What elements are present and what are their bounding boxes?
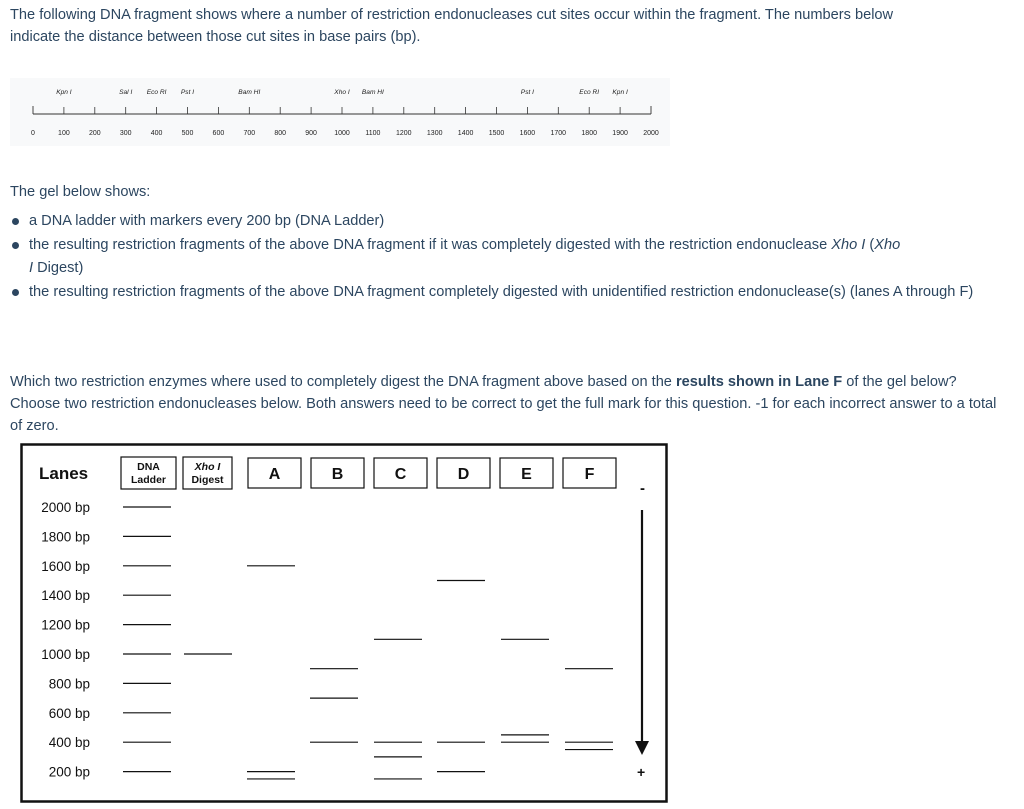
map-scale-label: 100 — [58, 130, 70, 137]
map-site-label: Bam HI — [238, 89, 261, 96]
lane-header-f: F — [584, 466, 595, 483]
map-site-label: Bam HI — [361, 89, 384, 96]
map-scale-label: 700 — [243, 130, 256, 137]
map-site-label: Pst I — [180, 89, 195, 96]
lane-header-a: A — [268, 466, 281, 483]
bullet-dot — [12, 242, 19, 249]
lane-header-d: D — [457, 466, 470, 483]
map-scale-label: 1900 — [612, 130, 628, 137]
lane-header-c: C — [394, 466, 407, 483]
ladder-label: 1800 bp — [41, 529, 90, 545]
ladder-label: 1400 bp — [41, 588, 90, 604]
lane-header-xho-line2: Digest — [191, 474, 224, 486]
map-site-label: Sal I — [119, 89, 133, 96]
ladder-label: 800 bp — [48, 676, 90, 692]
bullet-list — [10, 210, 1010, 305]
intro-paragraph — [10, 4, 1010, 48]
map-scale-label: 1400 — [457, 130, 474, 137]
ladder-label: 1000 bp — [41, 647, 90, 662]
gel-frame — [22, 445, 667, 802]
map-scale-label: 900 — [305, 130, 317, 137]
lane-header-ladder-line2: Ladder — [130, 474, 167, 486]
map-scale-label: 800 — [274, 130, 287, 137]
question-text: Which two restriction enzymes where used to completely digest the DNA fragment above based on the results shown in Lane F of the gel below? Choose two restriction endonucleases below. Both answers need to be correct to get the full mark for this question. -1 for each incorrect answer to a total of zero. — [10, 374, 997, 434]
lane-header-xho-line1: Xho I — [194, 461, 221, 473]
map-site-label: Pst I — [520, 89, 535, 96]
map-scale-label: 1300 — [426, 130, 443, 137]
map-scale-label: 500 — [181, 130, 194, 137]
map-scale-label: 1800 — [581, 130, 597, 137]
ladder-label: 200 bp — [48, 764, 90, 780]
bullet-xho-digest: the resulting restriction fragments of the above DNA fragment if it was completely digested with the restriction endonuclease Xho I (Xho I Digest) — [10, 234, 1010, 280]
ladder-label: 1600 bp — [41, 558, 90, 574]
lane-header-e: E — [521, 466, 532, 483]
map-site-label: Eco RI — [579, 89, 600, 96]
ladder-label: 2000 bp — [41, 500, 90, 515]
plus-electrode: + — [637, 764, 646, 780]
map-site-label: Kpn I — [612, 89, 628, 96]
map-scale-label: 2000 — [643, 130, 659, 137]
intro-line-2: indicate the distance between those cut sites in base pairs (bp). — [10, 29, 421, 45]
map-site-label: Xho I — [334, 89, 350, 96]
gel-diagram — [20, 443, 670, 805]
map-scale-label: 600 — [212, 130, 225, 137]
bullet-dot — [12, 218, 19, 225]
lanes-title: Lanes — [39, 464, 89, 483]
ladder-label: 400 bp — [48, 735, 90, 751]
map-scale-label: 400 — [150, 130, 163, 137]
gel-intro: The gel below shows: — [10, 184, 151, 200]
map-site-label: Eco RI — [146, 89, 167, 96]
bullet-lanes-a-f: the resulting restriction fragments of the above DNA fragment completely digested with unidentified restriction endonuclease(s) (lanes A through F) — [10, 281, 1010, 304]
ladder-label: 600 bp — [48, 705, 90, 721]
lane-header-b: B — [331, 466, 344, 483]
map-scale-label: 1500 — [488, 130, 505, 137]
map-scale-label: 1100 — [365, 130, 381, 137]
map-scale-label: 0 — [31, 130, 35, 137]
ladder-label: 1200 bp — [41, 617, 90, 633]
map-scale-label: 1000 — [334, 130, 350, 137]
map-scale-label: 1700 — [550, 130, 567, 137]
minus-electrode: - — [640, 480, 645, 497]
map-scale-label: 1200 — [396, 130, 412, 137]
intro-line-1: The following DNA fragment shows where a number of restriction endonucleases cut sites occur within the fragment. The numbers below — [10, 7, 894, 23]
map-scale-label: 1600 — [519, 130, 536, 137]
lane-header-ladder-line1: DNA — [137, 461, 160, 473]
map-scale-label: 300 — [119, 130, 132, 137]
bullet-dot — [12, 289, 19, 296]
bullet-ladder: a DNA ladder with markers every 200 bp (DNA Ladder) — [10, 210, 1010, 233]
map-site-label: Kpn I — [56, 89, 72, 96]
restriction-map — [10, 78, 670, 146]
map-scale-label: 200 — [88, 130, 101, 137]
